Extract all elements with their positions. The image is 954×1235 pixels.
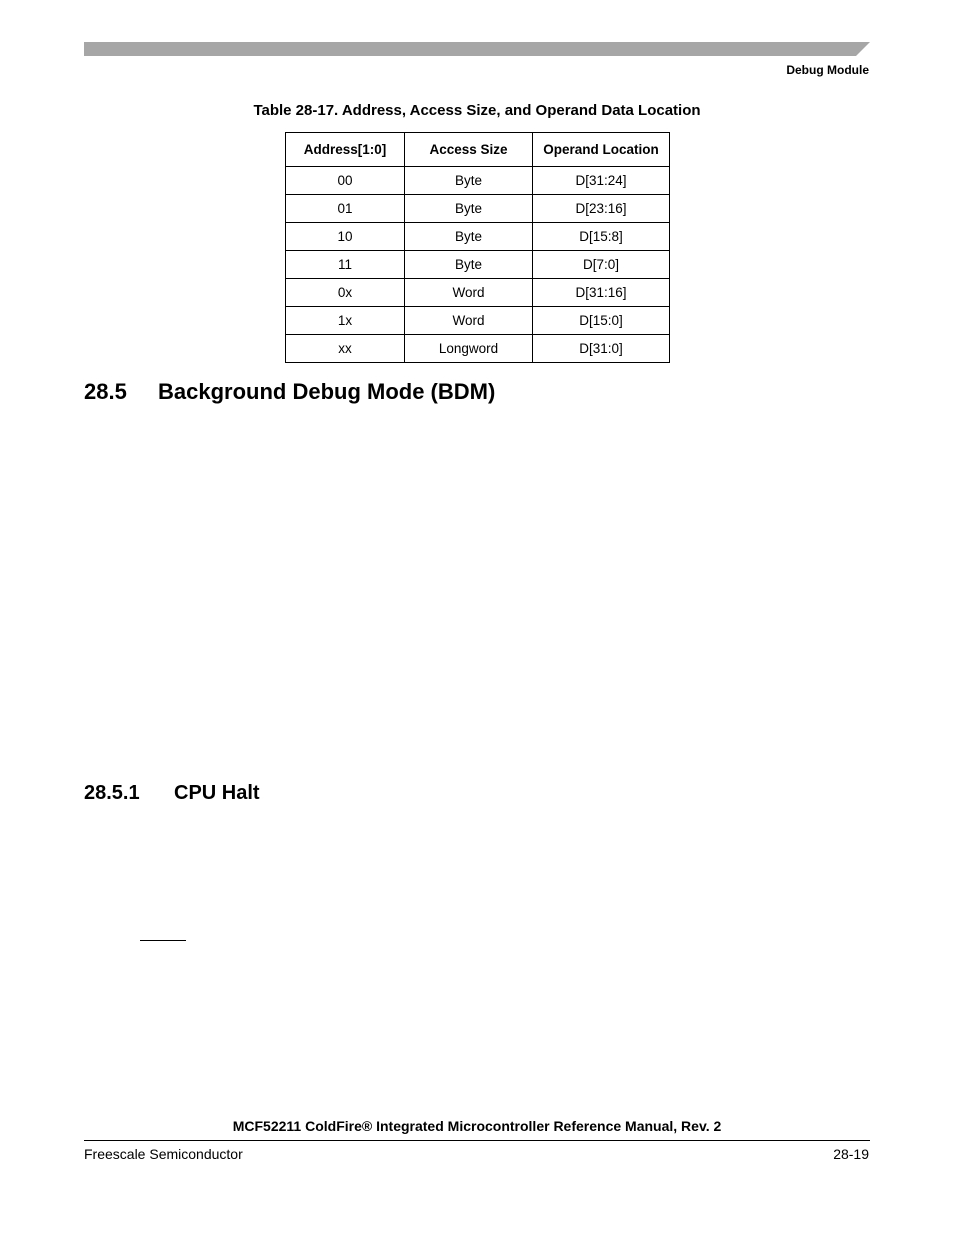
cell-operand-location: D[15:8] — [533, 223, 670, 251]
cell-access-size: Byte — [405, 223, 533, 251]
table-row — [286, 251, 670, 279]
cell-access-size: Byte — [405, 167, 533, 195]
table-header-row — [286, 133, 670, 167]
cell-access-size: Byte — [405, 251, 533, 279]
column-header-access-size: Access Size — [405, 133, 533, 167]
footer-divider — [84, 1140, 870, 1141]
cell-access-size: Byte — [405, 195, 533, 223]
table-row — [286, 223, 670, 251]
cell-address: 01 — [286, 195, 405, 223]
cell-address: 10 — [286, 223, 405, 251]
table-row — [286, 167, 670, 195]
cell-address: xx — [286, 335, 405, 363]
table-row — [286, 279, 670, 307]
footer-page-number: 28-19 — [833, 1146, 869, 1162]
subsection-heading-cpu-halt — [84, 782, 260, 805]
cell-access-size: Word — [405, 307, 533, 335]
table-row — [286, 307, 670, 335]
cell-operand-location: D[15:0] — [533, 307, 670, 335]
cell-address: 1x — [286, 307, 405, 335]
footer-company: Freescale Semiconductor — [84, 1146, 243, 1162]
cell-operand-location: D[23:16] — [533, 195, 670, 223]
running-header-section: Debug Module — [786, 63, 869, 77]
header-decorative-bar — [84, 42, 870, 56]
subsection-title: CPU Halt — [174, 782, 260, 804]
cell-address: 11 — [286, 251, 405, 279]
subsection-number: 28.5.1 — [84, 782, 140, 804]
cell-access-size: Longword — [405, 335, 533, 363]
cell-operand-location: D[31:24] — [533, 167, 670, 195]
section-number: 28.5 — [84, 379, 127, 404]
section-title: Background Debug Mode (BDM) — [158, 379, 496, 404]
section-heading-bdm — [84, 379, 495, 405]
cell-operand-location: D[31:0] — [533, 335, 670, 363]
table-row — [286, 335, 670, 363]
header-bar-graphic — [84, 42, 870, 56]
cell-operand-location: D[31:16] — [533, 279, 670, 307]
column-header-address: Address[1:0] — [286, 133, 405, 167]
table-body — [286, 167, 670, 363]
table-caption: Table 28-17. Address, Access Size, and Operand Data Location — [253, 102, 701, 119]
footer-manual-title: MCF52211 ColdFire® Integrated Microcontroller Reference Manual, Rev. 2 — [232, 1118, 722, 1134]
operand-location-table — [285, 132, 670, 363]
table-row — [286, 195, 670, 223]
cell-address: 0x — [286, 279, 405, 307]
cell-operand-location: D[7:0] — [533, 251, 670, 279]
overbar-line — [140, 940, 186, 941]
cell-address: 00 — [286, 167, 405, 195]
table-header — [286, 133, 670, 167]
cell-access-size: Word — [405, 279, 533, 307]
column-header-operand-location: Operand Location — [533, 133, 670, 167]
